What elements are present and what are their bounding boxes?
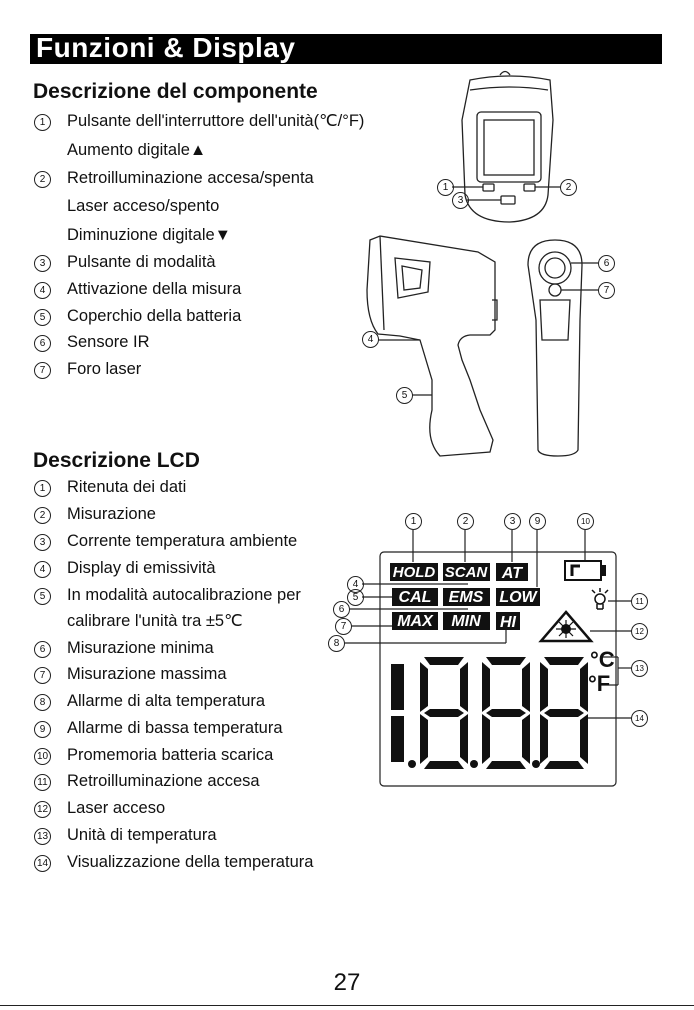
component-section-title: Descrizione del componente — [33, 80, 318, 103]
callout-number: 4 — [347, 576, 364, 593]
lcd-item: 10 Promemoria batteria scarica — [34, 746, 273, 765]
callout-number: 7 — [598, 282, 615, 299]
lcd-item: 3 Corrente temperatura ambiente — [34, 532, 297, 551]
callout-number: 5 — [396, 387, 413, 404]
at-label: AT — [501, 565, 523, 582]
laser-warning-icon — [541, 612, 591, 641]
lcd-item-sub: calibrare l'unità tra ±5℃ — [67, 612, 243, 630]
component-item: 6 Sensore IR — [34, 333, 150, 352]
callout-number: 13 — [631, 660, 648, 677]
lcd-item: 9 Allarme di bassa temperatura — [34, 719, 283, 738]
callout-number: 2 — [457, 513, 474, 530]
callout-number: 3 — [452, 192, 469, 209]
lcd-item: 1 Ritenuta dei dati — [34, 478, 186, 497]
lcd-item: 2 Misurazione — [34, 505, 156, 524]
backlight-icon — [592, 588, 608, 609]
callout-number: 11 — [631, 593, 648, 610]
component-item: 7 Foro laser — [34, 360, 141, 379]
callout-number: 1 — [437, 179, 454, 196]
callout-number: 12 — [631, 623, 648, 640]
callout-number: 4 — [362, 331, 379, 348]
lcd-item: 6 Misurazione minima — [34, 639, 214, 658]
component-item: 3 Pulsante di modalità — [34, 253, 216, 272]
lcd-item: 11 Retroilluminazione accesa — [34, 772, 260, 791]
low-label: LOW — [499, 589, 537, 606]
hi-label: HI — [500, 614, 516, 631]
bottom-rule — [0, 1005, 694, 1006]
lcd-item: 14 Visualizzazione della temperatura — [34, 853, 313, 872]
callout-number: 6 — [598, 255, 615, 272]
callout-number: 7 — [335, 618, 352, 635]
min-label: MIN — [451, 613, 481, 630]
component-item-sub: Aumento digitale▲ — [67, 141, 207, 159]
lcd-item: 12 Laser acceso — [34, 799, 165, 818]
component-item: 2 Retroilluminazione accesa/spenta — [34, 169, 314, 188]
callout-number: 5 — [347, 589, 364, 606]
callout-number: 6 — [333, 601, 350, 618]
fahrenheit-label: °F — [588, 671, 611, 696]
hold-label: HOLD — [392, 564, 436, 581]
cal-label: CAL — [398, 589, 432, 606]
temperature-digits — [391, 657, 588, 769]
page-title: Funzioni & Display — [36, 32, 296, 63]
callout-number: 14 — [631, 710, 648, 727]
ems-label: EMS — [448, 589, 484, 606]
component-item-sub: Diminuzione digitale▼ — [67, 226, 231, 244]
component-item: 5 Coperchio della batteria — [34, 307, 241, 326]
page-number: 27 — [333, 969, 361, 996]
lcd-item: 4 Display di emissività — [34, 559, 216, 578]
callout-number: 10 — [577, 513, 594, 530]
callout-number: 3 — [504, 513, 521, 530]
component-item-sub: Laser acceso/spento — [67, 197, 220, 215]
scan-label: SCAN — [444, 564, 488, 581]
callout-number: 9 — [529, 513, 546, 530]
celsius-label: °C — [590, 647, 615, 672]
lcd-item: 7 Misurazione massima — [34, 665, 227, 684]
component-item: 4 Attivazione della misura — [34, 280, 241, 299]
callout-number: 8 — [328, 635, 345, 652]
lcd-item: 13 Unità di temperatura — [34, 826, 217, 845]
max-label: MAX — [397, 613, 433, 630]
lcd-item: 8 Allarme di alta temperatura — [34, 692, 265, 711]
callout-number: 1 — [405, 513, 422, 530]
lcd-section-title: Descrizione LCD — [33, 449, 200, 472]
lcd-item: 5 In modalità autocalibrazione per — [34, 586, 301, 605]
battery-icon — [565, 561, 605, 580]
component-item: 1 Pulsante dell'interruttore dell'unità(℃/°F) — [34, 112, 364, 131]
callout-number: 2 — [560, 179, 577, 196]
